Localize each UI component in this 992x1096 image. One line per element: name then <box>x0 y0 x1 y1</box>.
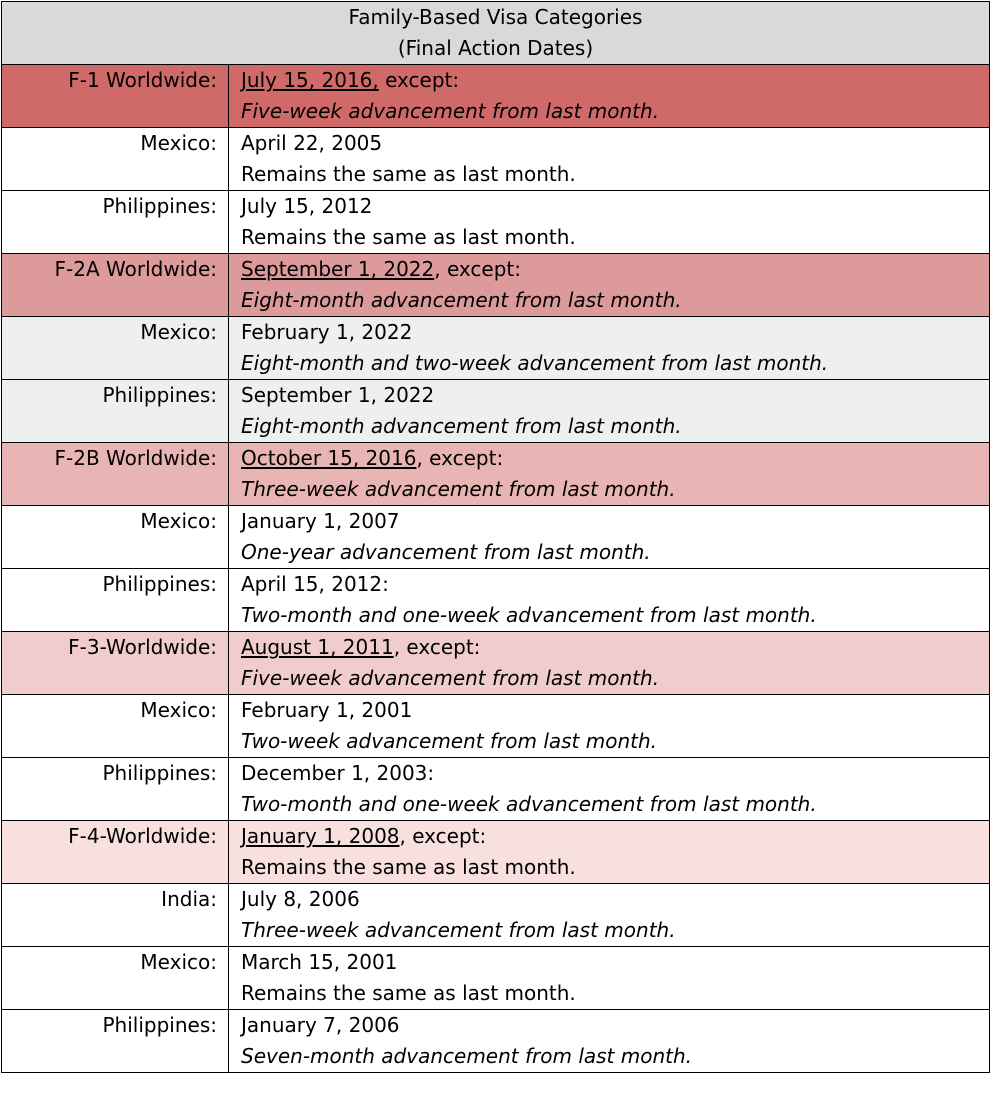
date-line <box>241 443 989 474</box>
final-action-detail <box>229 443 990 506</box>
final-action-detail <box>229 317 990 380</box>
final-action-detail <box>229 380 990 443</box>
change-note: Eight-month advancement from last month. <box>241 414 682 438</box>
category-label: Philippines: <box>2 569 229 632</box>
category-label: Philippines: <box>2 1010 229 1073</box>
change-note: Remains the same as last month. <box>241 225 576 249</box>
table-row <box>2 128 990 191</box>
final-action-date: February 1, 2001 <box>241 698 413 722</box>
table-row <box>2 695 990 758</box>
final-action-date: July 8, 2006 <box>241 887 360 911</box>
table-title-line-1: Family-Based Visa Categories <box>348 5 643 29</box>
category-label: F-4-Worldwide: <box>2 821 229 884</box>
category-label: Mexico: <box>2 506 229 569</box>
category-label: F-2B Worldwide: <box>2 443 229 506</box>
change-note: Remains the same as last month. <box>241 981 576 1005</box>
table-row <box>2 569 990 632</box>
category-label: India: <box>2 884 229 947</box>
final-action-detail <box>229 884 990 947</box>
category-label: F-1 Worldwide: <box>2 65 229 128</box>
final-action-date: April 15, 2012: <box>241 572 389 596</box>
visa-rows <box>2 65 990 1073</box>
final-action-date: September 1, 2022 <box>241 383 435 407</box>
date-line <box>241 65 989 96</box>
change-note: Remains the same as last month. <box>241 162 576 186</box>
table-row <box>2 380 990 443</box>
date-suffix: except: <box>378 68 460 92</box>
table-row <box>2 632 990 695</box>
date-line <box>241 695 989 726</box>
table-row <box>2 317 990 380</box>
final-action-date: January 7, 2006 <box>241 1013 400 1037</box>
table-row <box>2 506 990 569</box>
date-suffix: , except: <box>416 446 504 470</box>
final-action-detail <box>229 1010 990 1073</box>
date-line <box>241 317 989 348</box>
category-label: Philippines: <box>2 758 229 821</box>
final-action-date: October 15, 2016 <box>241 446 417 470</box>
final-action-detail <box>229 128 990 191</box>
visa-bulletin-table <box>1 1 990 1073</box>
change-note: Remains the same as last month. <box>241 855 576 879</box>
date-suffix: , except: <box>434 257 521 281</box>
date-line <box>241 821 989 852</box>
date-line <box>241 632 989 663</box>
category-label: Mexico: <box>2 695 229 758</box>
date-line <box>241 884 989 915</box>
final-action-detail <box>229 254 990 317</box>
final-action-date: July 15, 2016, <box>241 68 379 92</box>
change-note: Seven-month advancement from last month. <box>241 1044 693 1068</box>
date-suffix: , except: <box>399 824 487 848</box>
table-row <box>2 1010 990 1073</box>
category-label: Philippines: <box>2 380 229 443</box>
final-action-date: February 1, 2022 <box>241 320 413 344</box>
date-line <box>241 569 989 600</box>
change-note: Three-week advancement from last month. <box>241 918 676 942</box>
final-action-detail <box>229 821 990 884</box>
date-line <box>241 128 989 159</box>
final-action-date: August 1, 2011 <box>241 635 394 659</box>
final-action-detail <box>229 695 990 758</box>
change-note: Two-month and one-week advancement from last month. <box>241 792 817 816</box>
final-action-detail <box>229 569 990 632</box>
category-label: F-3-Worldwide: <box>2 632 229 695</box>
category-label: F-2A Worldwide: <box>2 254 229 317</box>
change-note: Eight-month advancement from last month. <box>241 288 682 312</box>
category-label: Mexico: <box>2 947 229 1010</box>
table-row <box>2 947 990 1010</box>
date-line <box>241 506 989 537</box>
category-label: Mexico: <box>2 128 229 191</box>
category-label: Mexico: <box>2 317 229 380</box>
final-action-date: April 22, 2005 <box>241 131 383 155</box>
final-action-date: January 1, 2007 <box>241 509 400 533</box>
date-line <box>241 758 989 789</box>
category-label: Philippines: <box>2 191 229 254</box>
table-title <box>2 2 990 65</box>
final-action-detail <box>229 758 990 821</box>
final-action-detail <box>229 191 990 254</box>
table-row <box>2 758 990 821</box>
change-note: Five-week advancement from last month. <box>241 666 660 690</box>
final-action-date: December 1, 2003: <box>241 761 435 785</box>
date-line <box>241 947 989 978</box>
final-action-date: March 15, 2001 <box>241 950 398 974</box>
change-note: One-year advancement from last month. <box>241 540 651 564</box>
final-action-date: September 1, 2022 <box>241 257 435 281</box>
change-note: Two-month and one-week advancement from last month. <box>241 603 817 627</box>
change-note: Two-week advancement from last month. <box>241 729 658 753</box>
table-header-row <box>2 2 990 65</box>
final-action-date: July 15, 2012 <box>241 194 373 218</box>
final-action-detail <box>229 947 990 1010</box>
final-action-date: January 1, 2008 <box>241 824 400 848</box>
table-row <box>2 254 990 317</box>
final-action-detail <box>229 506 990 569</box>
date-line <box>241 191 989 222</box>
date-line <box>241 380 989 411</box>
table-row <box>2 443 990 506</box>
change-note: Five-week advancement from last month. <box>241 99 660 123</box>
table-row <box>2 65 990 128</box>
date-line <box>241 1010 989 1041</box>
table-row <box>2 191 990 254</box>
date-line <box>241 254 989 285</box>
change-note: Eight-month and two-week advancement from last month. <box>241 351 829 375</box>
final-action-detail <box>229 632 990 695</box>
table-row <box>2 821 990 884</box>
change-note: Three-week advancement from last month. <box>241 477 676 501</box>
final-action-detail <box>229 65 990 128</box>
date-suffix: , except: <box>393 635 481 659</box>
table-row <box>2 884 990 947</box>
table-title-line-2: (Final Action Dates) <box>397 36 594 60</box>
